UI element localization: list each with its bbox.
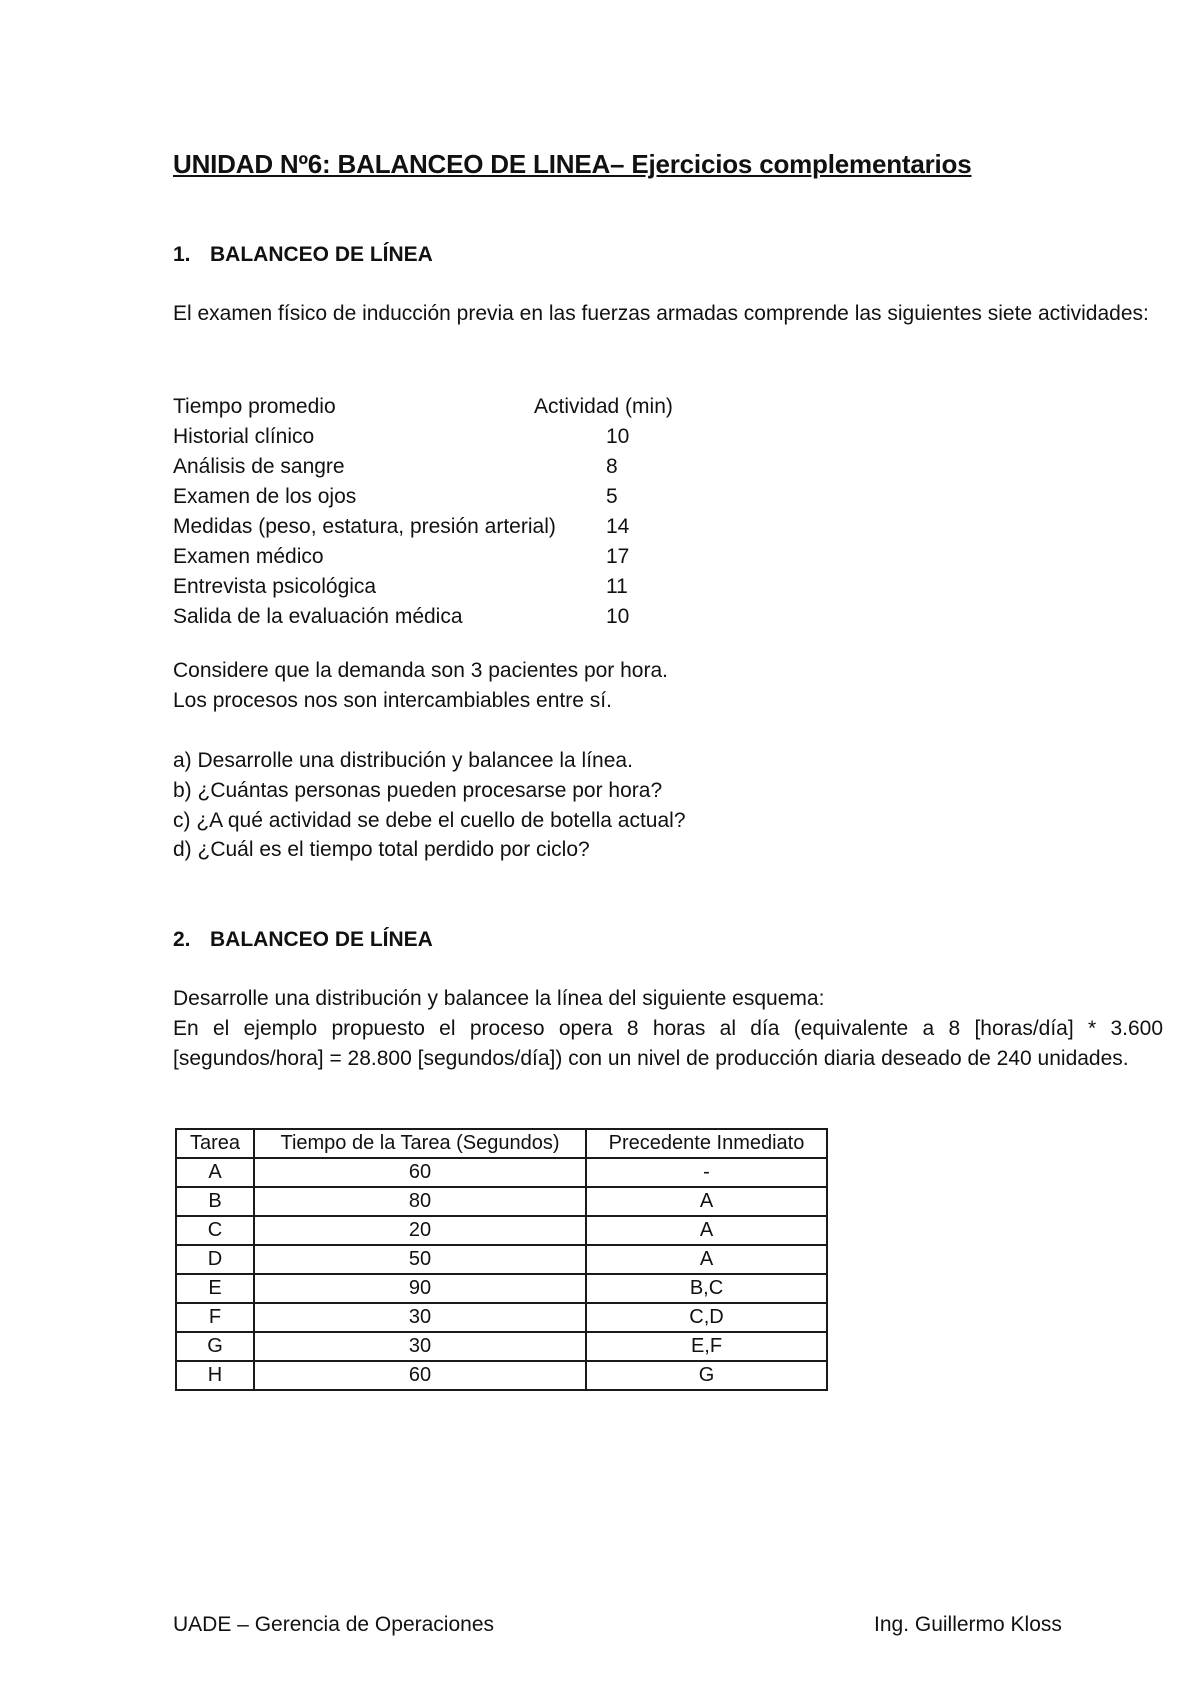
task-table xyxy=(175,1128,828,1391)
task-predecessor: E,F xyxy=(586,1332,827,1361)
activity-row xyxy=(173,572,806,602)
task-time: 50 xyxy=(254,1245,586,1274)
footer-left: UADE – Gerencia de Operaciones xyxy=(173,1613,494,1636)
task-predecessor: B,C xyxy=(586,1274,827,1303)
activity-minutes: 10 xyxy=(606,605,630,628)
activity-minutes: 17 xyxy=(606,545,630,568)
table-row xyxy=(176,1274,827,1303)
activity-name: Salida de la evaluación médica xyxy=(173,605,463,628)
table-row xyxy=(176,1187,827,1216)
question-b: b) ¿Cuántas personas pueden procesarse por hora? xyxy=(173,778,663,802)
question-d: d) ¿Cuál es el tiempo total perdido por ciclo? xyxy=(173,838,590,862)
table-row xyxy=(176,1245,827,1274)
table-row xyxy=(176,1303,827,1332)
activity-table xyxy=(173,392,806,632)
table-row xyxy=(176,1332,827,1361)
activity-name: Historial clínico xyxy=(173,425,315,448)
task-time: 20 xyxy=(254,1216,586,1245)
task-predecessor: A xyxy=(586,1245,827,1274)
activity-name: Examen médico xyxy=(173,545,324,568)
activity-minutes: 10 xyxy=(606,425,630,448)
section-2-number: 2. xyxy=(173,928,191,951)
activity-name: Medidas (peso, estatura, presión arterial) xyxy=(173,515,556,538)
activity-row xyxy=(173,542,806,572)
section-2-text xyxy=(173,984,1163,1073)
activity-minutes: 11 xyxy=(606,575,628,598)
task-predecessor: - xyxy=(586,1158,827,1187)
header-task-time: Tiempo de la Tarea (Segundos) xyxy=(254,1129,586,1158)
task-id: G xyxy=(176,1332,254,1361)
task-table-header xyxy=(176,1129,827,1158)
activity-row xyxy=(173,452,806,482)
section-1-notes xyxy=(173,656,1163,716)
page-title: UNIDAD Nº6: BALANCEO DE LINEA– Ejercicios complementarios xyxy=(173,149,972,179)
activity-table-header xyxy=(173,392,806,422)
question-c: c) ¿A qué actividad se debe el cuello de botella actual? xyxy=(173,808,686,832)
section-2-title: BALANCEO DE LÍNEA xyxy=(210,928,433,951)
activity-row xyxy=(173,602,806,632)
task-id: A xyxy=(176,1158,254,1187)
section-1-heading xyxy=(173,240,433,270)
activity-name: Examen de los ojos xyxy=(173,485,357,508)
header-predecessor: Precedente Inmediato xyxy=(586,1129,827,1158)
footer-right: Ing. Guillermo Kloss xyxy=(874,1613,1062,1636)
activity-minutes: 14 xyxy=(606,515,630,538)
note-demand: Considere que la demanda son 3 pacientes por hora. xyxy=(173,659,668,682)
section-1-number: 1. xyxy=(173,243,191,266)
task-id: C xyxy=(176,1216,254,1245)
section-2-paragraph: En el ejemplo propuesto el proceso opera 8 horas al día (equivalente a 8 [horas/día] * 3.600 [segundos/hora] = 28.800 [segundos/día]) con un nivel de producción diaria deseado de 240 unidades. xyxy=(173,1016,1163,1070)
activity-header-col1: Tiempo promedio xyxy=(173,395,336,418)
activity-row xyxy=(173,512,806,542)
task-predecessor: G xyxy=(586,1361,827,1390)
task-time: 30 xyxy=(254,1332,586,1361)
activity-row xyxy=(173,422,806,452)
activity-row xyxy=(173,482,806,512)
table-row xyxy=(176,1216,827,1245)
task-time: 60 xyxy=(254,1361,586,1390)
question-a: a) Desarrolle una distribución y balancee la línea. xyxy=(173,749,633,772)
activity-name: Análisis de sangre xyxy=(173,455,345,478)
task-id: H xyxy=(176,1361,254,1390)
section-2-line1: Desarrolle una distribución y balancee la línea del siguiente esquema: xyxy=(173,987,825,1010)
section-2-heading xyxy=(173,925,433,955)
task-predecessor: C,D xyxy=(586,1303,827,1332)
task-id: D xyxy=(176,1245,254,1274)
activity-minutes: 8 xyxy=(606,455,618,478)
activity-header-col2: Actividad (min) xyxy=(534,395,673,418)
task-id: E xyxy=(176,1274,254,1303)
table-row xyxy=(176,1158,827,1187)
task-time: 80 xyxy=(254,1187,586,1216)
task-id: B xyxy=(176,1187,254,1216)
task-time: 30 xyxy=(254,1303,586,1332)
task-predecessor: A xyxy=(586,1187,827,1216)
task-predecessor: A xyxy=(586,1216,827,1245)
note-processes: Los procesos nos son intercambiables entre sí. xyxy=(173,688,612,712)
section-1-title: BALANCEO DE LÍNEA xyxy=(210,243,433,266)
section-1-questions xyxy=(173,746,1163,865)
task-time: 90 xyxy=(254,1274,586,1303)
task-time: 60 xyxy=(254,1158,586,1187)
header-task: Tarea xyxy=(176,1129,254,1158)
section-1-intro: El examen físico de inducción previa en las fuerzas armadas comprende las siguientes siete actividades: xyxy=(173,302,1149,325)
task-id: F xyxy=(176,1303,254,1332)
activity-minutes: 5 xyxy=(606,485,618,508)
table-row xyxy=(176,1361,827,1390)
activity-name: Entrevista psicológica xyxy=(173,575,377,598)
